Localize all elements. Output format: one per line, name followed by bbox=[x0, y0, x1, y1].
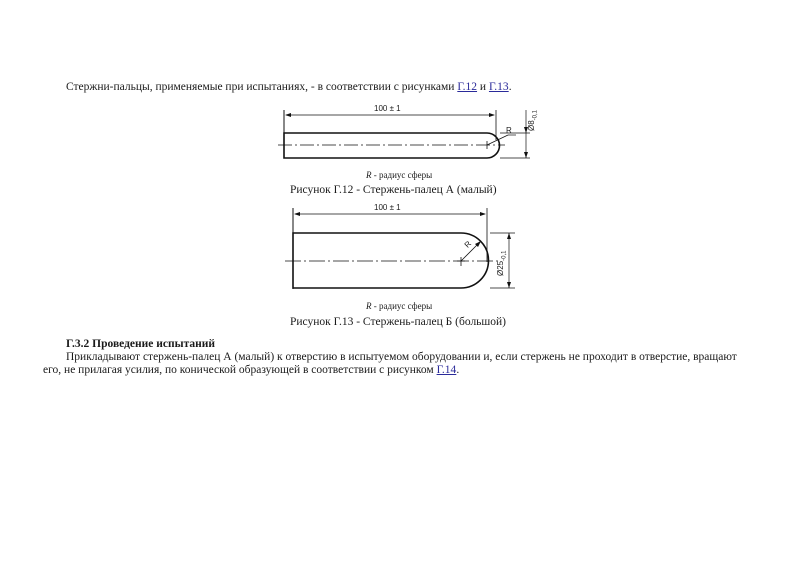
intro-end: . bbox=[508, 81, 512, 93]
section-paragraph-line1: Прикладывают стержень-палец А (малый) к отверстию в испытуемом оборудовании и, если стержень не проходит в отверстие, вращают bbox=[66, 351, 737, 363]
intro-mid: и bbox=[477, 81, 489, 93]
figure-g12-radius-label: R bbox=[506, 126, 512, 135]
figure-g13-length-label: 100 ± 1 bbox=[374, 203, 401, 212]
figure-g13-radius-label: R bbox=[462, 239, 474, 250]
figure-g12-length-label: 100 ± 1 bbox=[374, 104, 401, 113]
figure-g13-legend-text: - радиус сферы bbox=[371, 301, 433, 311]
figure-g12-diameter-label bbox=[527, 101, 539, 131]
figure-g13-legend-symbol: R bbox=[366, 301, 372, 311]
figure-g13-legend bbox=[366, 301, 432, 311]
figure-g12-diameter-value: Ø8 bbox=[527, 120, 536, 131]
intro-paragraph bbox=[66, 80, 512, 94]
figure-g13-diameter-tol: -0,1 bbox=[501, 250, 508, 261]
figure-g12-diameter-tol: -0,1 bbox=[532, 109, 539, 121]
section-paragraph-line2 bbox=[43, 363, 459, 377]
section-heading: Г.3.2 Проведение испытаний bbox=[66, 338, 216, 350]
figure-g13-drawing bbox=[270, 200, 540, 296]
figure-g13-diameter-label bbox=[496, 251, 508, 276]
section-paragraph-end: . bbox=[456, 364, 460, 376]
link-figure-g13[interactable]: Г.13 bbox=[488, 81, 509, 93]
link-figure-g14[interactable]: Г.14 bbox=[436, 364, 457, 376]
figure-g13-diameter-value: Ø25 bbox=[496, 260, 505, 276]
figure-g12-legend-symbol: R bbox=[366, 170, 372, 180]
figure-g12-title: Рисунок Г.12 - Стержень-палец А (малый) bbox=[290, 184, 497, 196]
figure-g13-title: Рисунок Г.13 - Стержень-палец Б (большой) bbox=[290, 316, 507, 328]
figure-g12-legend bbox=[366, 170, 432, 180]
link-figure-g12[interactable]: Г.12 bbox=[457, 81, 478, 93]
figure-g12-legend-text: - радиус сферы bbox=[371, 170, 433, 180]
intro-text: Стержни-пальцы, применяемые при испытаниях, - в соответствии с рисунками bbox=[66, 81, 458, 93]
section-paragraph-text: его, не прилагая усилия, по конической образующей в соответствии с рисунком bbox=[43, 364, 437, 376]
